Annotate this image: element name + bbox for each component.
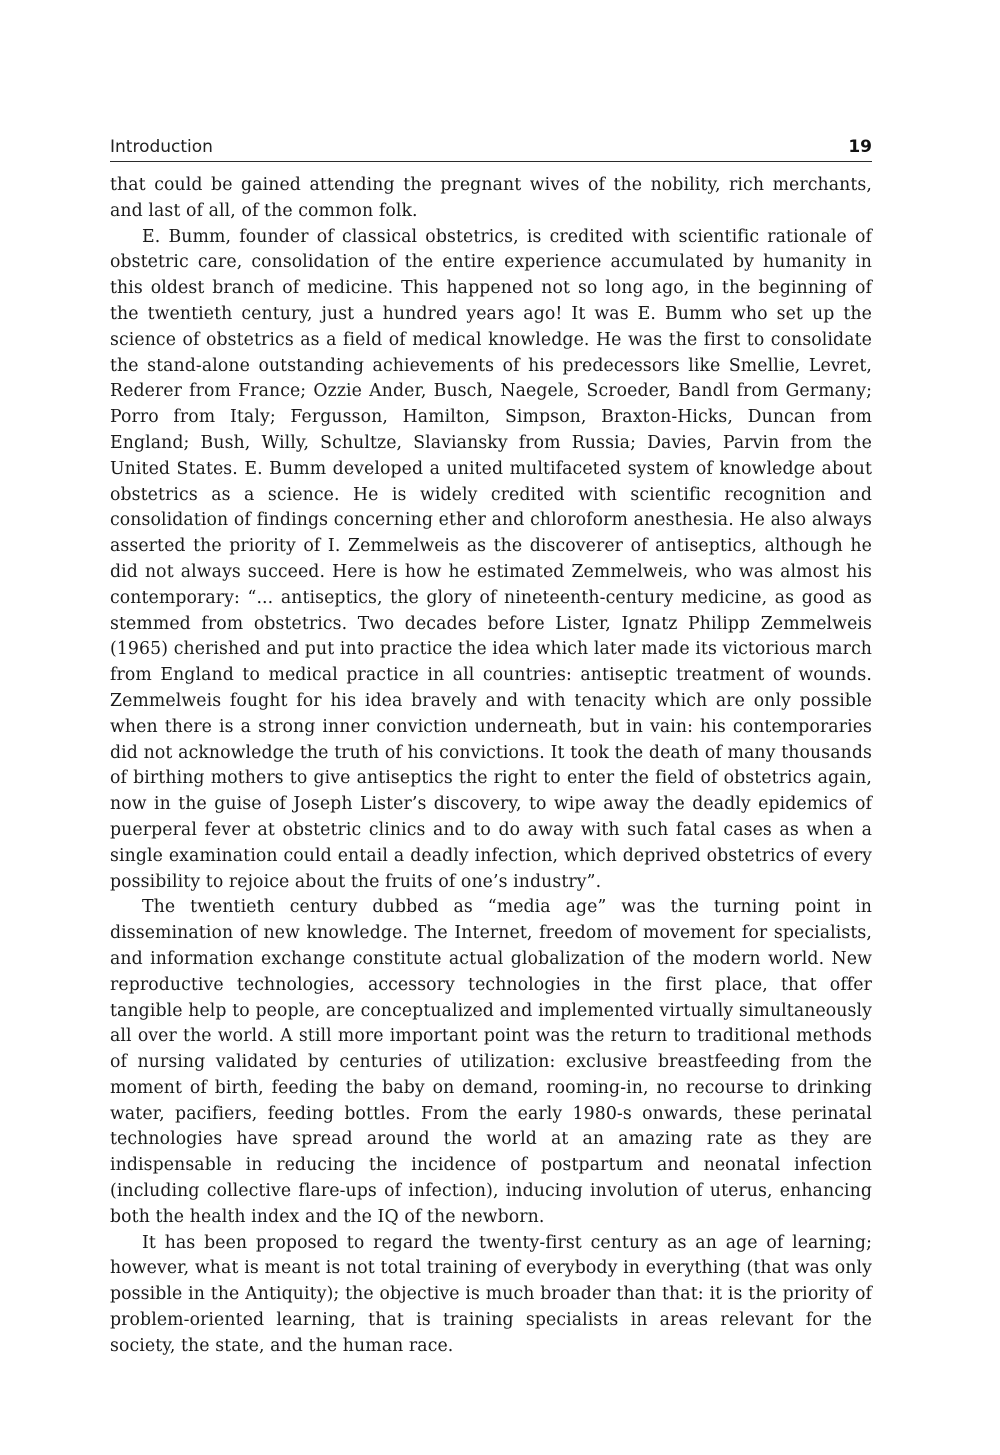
running-header xyxy=(110,133,872,162)
paragraph-age-of-learning: It has been proposed to regard the twenty-first century as an age of learning; however, what is meant is not total training of everybody in everything (that was only possible in the Antiquity); the objective is much broader than that: it is the priority of problem-oriented learning, that is training specialists in areas relevant for the society, the state, and the human race. xyxy=(110,1232,872,1356)
paragraph-continuation: that could be gained attending the pregnant wives of the nobility, rich merchants, and last of all, of the common folk. xyxy=(110,175,872,221)
book-page xyxy=(110,133,872,1360)
section-title: Introduction xyxy=(110,137,213,157)
page-number: 19 xyxy=(848,137,872,157)
paragraph-bumm: E. Bumm, founder of classical obstetrics, is credited with scientific rationale of obstetric care, consolidation of the entire experience accumulated by humanity in this oldest branch of medicine. This happened not so long ago, in the beginning of the twentieth century, just a hundred years ago! It was E. Bumm who set up the science of obstetrics as a field of medical knowledge. He was the first to consolidate the stand-alone outstanding achievements of his predecessors like Smellie, Levret, Rederer from France; Ozzie Ander, Busch, Naegele, Scroeder, Bandl from Germany; Porro from Italy; Fergusson, Hamilton, Simpson, Braxton-Hicks, Duncan from England; Bush, Willy, Schultze, Slaviansky from Russia; Davies, Parvin from the United States. E. Bumm developed a united multifaceted system of knowledge about obstetrics as a science. He is widely credited with scientific recognition and consolidation of findings concerning ether and chloroform anesthesia. He also always asserted the priority of I. Zemmelweis as the discoverer of antiseptics, although he did not always succeed. Here is how he estimated Zemmelweis, who was almost his contemporary: “... antiseptics, the glory of nineteenth-century medicine, as good as stemmed from obstetrics. Two decades before Lister, Ignatz Philipp Zemmelweis (1965) cherished and put into practice the idea which later made its victorious march from England to medical practice in all countries: antiseptic treatment of wounds. Zemmelweis fought for his idea bravely and with tenacity which are only possible when there is a strong inner conviction underneath, but in vain: his contemporaries did not acknowledge the truth of his convictions. It took the death of many thousands of birthing mothers to give antiseptics the right to enter the field of obstetrics again, now in the guise of Joseph Lister’s discovery, to wipe away the deadly epidemics of puerperal fever at obstetric clinics and to do away with such fatal cases as when a single examination could entail a deadly infection, which deprived obstetrics of every possibility to rejoice about the fruits of one’s industry”. xyxy=(110,226,872,892)
paragraph-media-age: The twentieth century dubbed as “media age” was the turning point in dissemination of new knowledge. The Internet, freedom of movement for specialists, and information exchange constitute actual globalization of the modern world. New reproductive technologies, accessory technologies in the first place, that offer tangible help to people, are conceptualized and implemented virtually simultaneously all over the world. A still more important point was the return to traditional methods of nursing validated by centuries of utilization: exclusive breastfeeding from the moment of birth, feeding the baby on demand, rooming-in, no recourse to drinking water, pacifiers, feeding bottles. From the early 1980-s onwards, these perinatal technologies have spread around the world at an amazing rate as they are indispensable in reducing the incidence of postpartum and neonatal infection (including collective flare-ups of infection), inducing involution of uterus, enhancing both the health index and the IQ of the newborn. xyxy=(110,897,872,1227)
body-text xyxy=(110,173,872,1360)
